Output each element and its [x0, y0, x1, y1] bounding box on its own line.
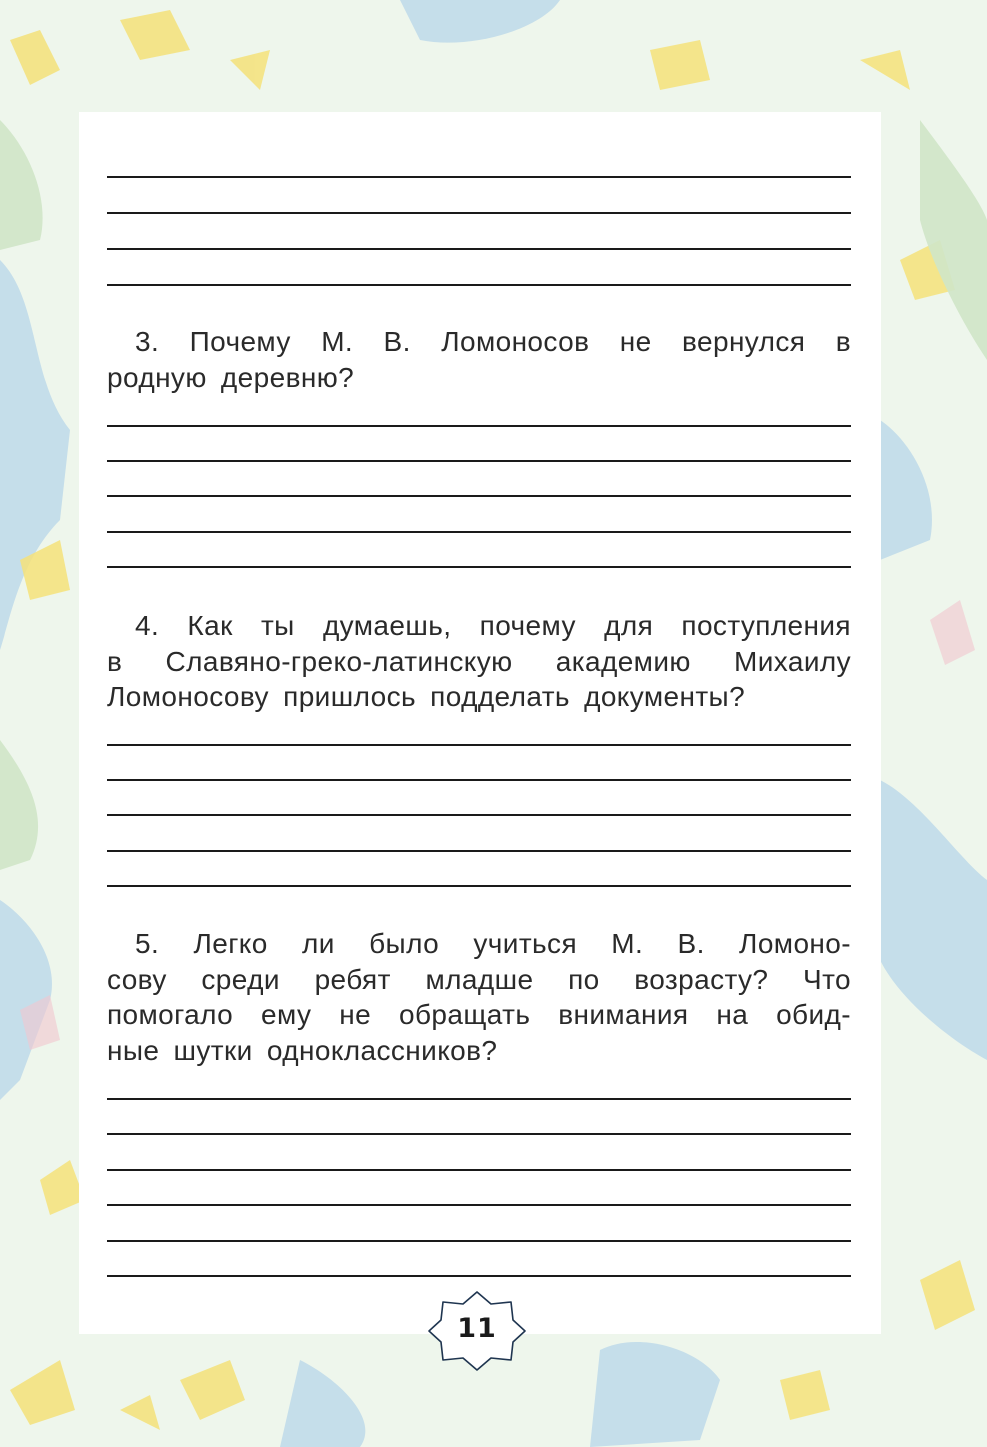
answer-line[interactable] [107, 531, 851, 533]
answer-line[interactable] [107, 814, 851, 816]
question-line: 3. Почему М. В. Ломоносов не вернулся в [135, 326, 851, 357]
answer-line[interactable] [107, 1204, 851, 1206]
question-line: в Славяно-греко-латинскую академию Михаилу [107, 645, 851, 677]
answer-line[interactable] [107, 284, 851, 286]
answer-line[interactable] [107, 1240, 851, 1242]
answer-line[interactable] [107, 495, 851, 497]
question-3 [107, 324, 851, 395]
question-5 [107, 926, 851, 1068]
question-line: 4. Как ты думаешь, почему для поступления [135, 610, 851, 641]
answer-line[interactable] [107, 1275, 851, 1277]
answer-line[interactable] [107, 1133, 851, 1135]
answer-line[interactable] [107, 425, 851, 427]
answer-line[interactable] [107, 885, 851, 887]
question-line: 5. Легко ли было учиться М. В. Ломоно- [135, 928, 851, 959]
answer-line[interactable] [107, 779, 851, 781]
answer-line[interactable] [107, 212, 851, 214]
answer-line[interactable] [107, 176, 851, 178]
question-line: ные шутки одноклассников? [107, 1034, 498, 1066]
page-number: 11 [457, 1313, 497, 1344]
worksheet-sheet [79, 112, 881, 1334]
answer-line[interactable] [107, 460, 851, 462]
question-4 [107, 608, 851, 715]
answer-line[interactable] [107, 1169, 851, 1171]
question-line: Ломоносову пришлось подделать документы? [107, 681, 746, 712]
answer-line[interactable] [107, 744, 851, 746]
question-line: сову среди ребят младше по возрасту? Что [107, 963, 851, 995]
answer-line[interactable] [107, 1098, 851, 1100]
answer-line[interactable] [107, 566, 851, 568]
question-line: родную деревню? [107, 361, 355, 393]
answer-line[interactable] [107, 248, 851, 250]
answer-line[interactable] [107, 850, 851, 852]
question-line: помогало ему не обращать внимания на обид- [107, 999, 851, 1030]
